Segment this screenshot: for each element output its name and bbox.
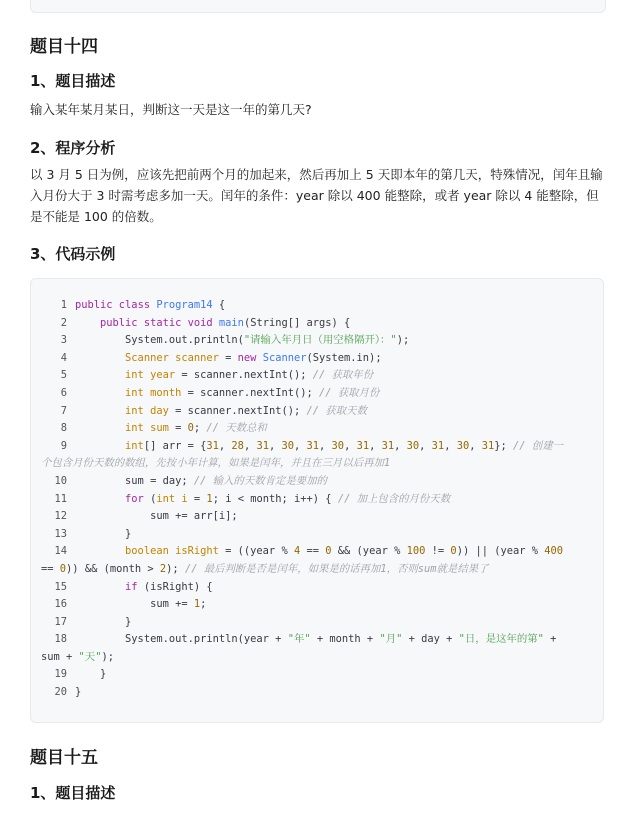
code-token: Program14 — [156, 299, 213, 311]
problem-14-title: 题目十四 — [30, 37, 98, 57]
code-token: && (year % — [331, 545, 407, 558]
code-token: == — [41, 562, 60, 575]
code-text — [75, 385, 579, 403]
code-token: class — [118, 299, 157, 311]
code-token: 31 — [431, 439, 445, 452]
line-number: 18 — [54, 633, 67, 646]
code-line — [49, 420, 579, 438]
description-heading-15: 1、题目描述 — [30, 784, 116, 802]
code-token: 30 — [406, 439, 420, 452]
code-token: = scanner.nextInt(); — [168, 404, 307, 417]
code-token: sum = day; — [75, 474, 194, 487]
code-token: month — [150, 386, 182, 399]
code-text — [75, 297, 579, 315]
code-token: 31 — [381, 439, 395, 452]
code-token: )) && (month > — [66, 562, 160, 575]
code-token: sum += arr[i]; — [75, 510, 238, 523]
code-token: { — [212, 299, 226, 311]
code-token: Scanner — [262, 351, 307, 364]
code-line — [49, 403, 579, 421]
code-token: = scanner.nextInt(); — [175, 369, 313, 382]
code-token: int — [156, 492, 182, 505]
code-token: ; — [200, 598, 207, 611]
code-token: // 最后判断是否是闰年，如果是的话再加1，否则sum就是结果了 — [184, 562, 489, 575]
code-line — [49, 526, 579, 544]
code-token: int — [125, 422, 151, 435]
code-token — [75, 440, 125, 452]
code-token: ); — [101, 650, 114, 663]
code-text — [75, 491, 579, 509]
code-text — [75, 614, 579, 632]
code-token — [75, 387, 125, 399]
code-token: "年" — [287, 633, 311, 646]
code-token: , — [218, 439, 232, 452]
code-token: , — [243, 439, 257, 452]
code-line — [49, 666, 579, 684]
line-number: 3 — [60, 334, 67, 347]
code-token: // 天数总和 — [206, 422, 267, 435]
line-number: 4 — [60, 351, 67, 364]
code-text — [75, 684, 579, 702]
code-token: 31 — [256, 439, 269, 452]
line-number: 6 — [60, 386, 67, 399]
code-token: ( — [150, 492, 157, 505]
code-token: = scanner.nextInt(); — [181, 386, 319, 399]
line-number: 7 — [60, 404, 67, 417]
code-line — [49, 684, 579, 702]
code-token: 4 — [293, 545, 301, 558]
code-token: int — [125, 439, 144, 452]
code-text — [75, 438, 579, 456]
code-token: // 创建一 — [513, 439, 563, 452]
code-token: int — [125, 386, 151, 399]
code-token: , — [444, 439, 457, 452]
code-token: != — [425, 545, 451, 558]
code-token: day — [150, 404, 169, 417]
code-token: "请输入年月日（用空格隔开）：" — [243, 334, 397, 347]
code-token: } — [75, 668, 107, 681]
code-token: public — [100, 316, 144, 329]
line-number: 16 — [54, 598, 67, 611]
code-token — [75, 545, 125, 557]
code-token: 31 — [481, 439, 495, 452]
code-text — [41, 561, 579, 579]
code-token: sum + — [41, 650, 79, 663]
code-token: [] arr = { — [143, 439, 207, 452]
code-token: 28 — [231, 439, 244, 452]
analysis-heading: 2、程序分析 — [30, 139, 116, 157]
code-token: void — [187, 316, 219, 329]
code-token — [75, 493, 125, 505]
code-text — [75, 420, 579, 438]
code-token: 1 — [206, 492, 213, 505]
line-number: 15 — [54, 580, 67, 593]
code-token: = — [187, 492, 207, 505]
code-text — [75, 666, 579, 684]
code-token: isRight — [175, 545, 219, 558]
line-number: 19 — [54, 668, 67, 681]
line-number: 20 — [54, 686, 67, 699]
code-token — [75, 317, 100, 329]
code-token: "月" — [379, 633, 403, 646]
code-line — [49, 473, 579, 491]
code-token: 2 — [159, 562, 167, 575]
code-token: )) || (year % — [456, 545, 545, 558]
line-number: 14 — [54, 545, 67, 558]
code-token: for — [125, 492, 151, 505]
code-line — [49, 614, 579, 632]
code-token: 100 — [406, 545, 426, 558]
code-token: 30 — [331, 439, 345, 452]
code-token: + month + — [310, 633, 380, 646]
code-line — [49, 491, 579, 509]
problem-15-title: 题目十五 — [30, 748, 98, 768]
code-token: 400 — [544, 545, 564, 558]
code-token: sum — [150, 422, 169, 435]
code-token: // 获取年份 — [312, 369, 374, 382]
code-token: new — [237, 351, 263, 364]
code-text — [75, 367, 579, 385]
code-line — [49, 332, 579, 350]
code-token: } — [75, 527, 132, 540]
code-token: // 输入的天数肯定是要加的 — [193, 474, 327, 487]
code-token: (String[] args) { — [243, 316, 351, 329]
code-token: 0 — [450, 545, 457, 558]
code-token: , — [369, 439, 382, 452]
code-text — [75, 631, 579, 649]
code-token: 1 — [193, 598, 201, 611]
code-token: , — [394, 439, 407, 452]
code-token — [75, 422, 125, 434]
code-token: main — [218, 316, 244, 329]
code-token: // 获取月份 — [319, 386, 380, 399]
code-text — [75, 315, 579, 333]
code-token: 30 — [281, 439, 294, 452]
code-token: public — [75, 299, 119, 311]
code-token: boolean — [125, 545, 176, 558]
code-token: sum += — [75, 598, 194, 611]
code-token: System.out.println( — [75, 334, 244, 347]
code-token: + — [543, 633, 557, 646]
code-token: + day + — [402, 633, 459, 646]
code-text — [75, 473, 579, 491]
code-example-heading: 3、代码示例 — [30, 245, 116, 263]
code-token: 0 — [325, 545, 332, 558]
code-token: 31 — [356, 439, 370, 452]
code-text — [75, 526, 579, 544]
code-token: ; i < month; i++) { — [212, 492, 338, 505]
code-token: , — [268, 439, 282, 452]
line-number: 11 — [54, 492, 67, 505]
code-token: = ((year % — [218, 545, 294, 558]
code-token: 31 — [206, 439, 219, 452]
code-line — [49, 438, 579, 456]
code-line — [49, 508, 579, 526]
code-token: 30 — [456, 439, 470, 452]
code-token: = — [168, 422, 188, 435]
code-token: } — [75, 615, 132, 628]
code-token: }; — [494, 439, 514, 452]
line-number: 12 — [54, 510, 67, 523]
code-token: System.out.println(year + — [75, 633, 288, 646]
line-number: 2 — [60, 316, 67, 329]
code-token: 个包含月份天数的数组，先按小年计算，如果是闰年，并且在三月以后再加1 — [41, 457, 391, 470]
code-text — [75, 350, 579, 368]
code-token: if — [125, 580, 144, 593]
code-token — [75, 581, 125, 593]
code-token: i — [181, 492, 188, 505]
code-token: // 获取天数 — [306, 404, 367, 417]
code-token: 0 — [59, 562, 67, 575]
code-token: == — [300, 545, 326, 558]
code-token: year — [150, 369, 176, 382]
description-heading: 1、题目描述 — [30, 72, 116, 90]
code-token — [75, 369, 125, 381]
code-text — [75, 332, 579, 350]
line-number: 10 — [54, 474, 67, 487]
code-token: static — [143, 316, 188, 329]
code-text — [75, 596, 579, 614]
code-token: , — [344, 439, 357, 452]
code-line — [49, 315, 579, 333]
code-token: "天" — [78, 650, 102, 663]
code-text — [41, 455, 579, 473]
line-number: 17 — [54, 615, 67, 628]
code-token: 31 — [306, 439, 320, 452]
code-token: (System.in); — [306, 351, 382, 364]
code-token: , — [419, 439, 432, 452]
code-token: int — [125, 369, 151, 382]
code-token: int — [125, 404, 151, 417]
code-token: , — [469, 439, 482, 452]
code-text — [75, 403, 579, 421]
code-text — [41, 649, 579, 667]
code-line — [41, 561, 579, 579]
code-token — [75, 352, 125, 364]
code-text — [75, 508, 579, 526]
code-line — [49, 297, 579, 315]
code-line — [49, 579, 579, 597]
line-number: 8 — [60, 422, 67, 435]
code-line — [41, 455, 579, 473]
analysis-text: 以 3 月 5 日为例，应该先把前两个月的加起来，然后再加上 5 天即本年的第几天，特殊情况，闰年且输入月份大于 3 时需考虑多加一天。闰年的条件：year 除以 400 能整除，或者 year 除以 4 能整除，但是不能是 100 的倍数。 — [30, 167, 603, 224]
code-token: , — [294, 439, 307, 452]
code-token: 0 — [187, 422, 194, 435]
code-line — [49, 350, 579, 368]
code-listing — [41, 297, 579, 702]
code-token: , — [319, 439, 332, 452]
code-line — [49, 543, 579, 561]
code-line — [49, 367, 579, 385]
code-token: } — [75, 686, 82, 699]
code-token: Scanner — [125, 351, 176, 364]
code-text — [75, 579, 579, 597]
line-number: 1 — [60, 299, 67, 311]
code-token: ); — [396, 334, 410, 347]
code-line — [49, 631, 579, 649]
code-block — [30, 278, 604, 723]
line-number: 5 — [60, 369, 67, 382]
code-line — [41, 649, 579, 667]
previous-code-block — [30, 0, 606, 13]
code-token: ); — [166, 562, 185, 575]
code-token: = — [218, 351, 238, 364]
code-token — [75, 405, 125, 417]
code-line — [49, 596, 579, 614]
code-token: "日，是这年的第" — [458, 633, 544, 646]
code-line — [49, 385, 579, 403]
code-token: // 加上包含的月份天数 — [337, 492, 451, 505]
line-number: 13 — [54, 527, 67, 540]
code-token: ; — [193, 422, 207, 435]
code-text — [75, 543, 579, 561]
code-token: scanner — [175, 351, 219, 364]
description-text: 输入某年某月某日，判断这一天是这一年的第几天? — [30, 102, 312, 117]
line-number: 9 — [60, 439, 67, 452]
code-token: (isRight) { — [143, 580, 213, 593]
